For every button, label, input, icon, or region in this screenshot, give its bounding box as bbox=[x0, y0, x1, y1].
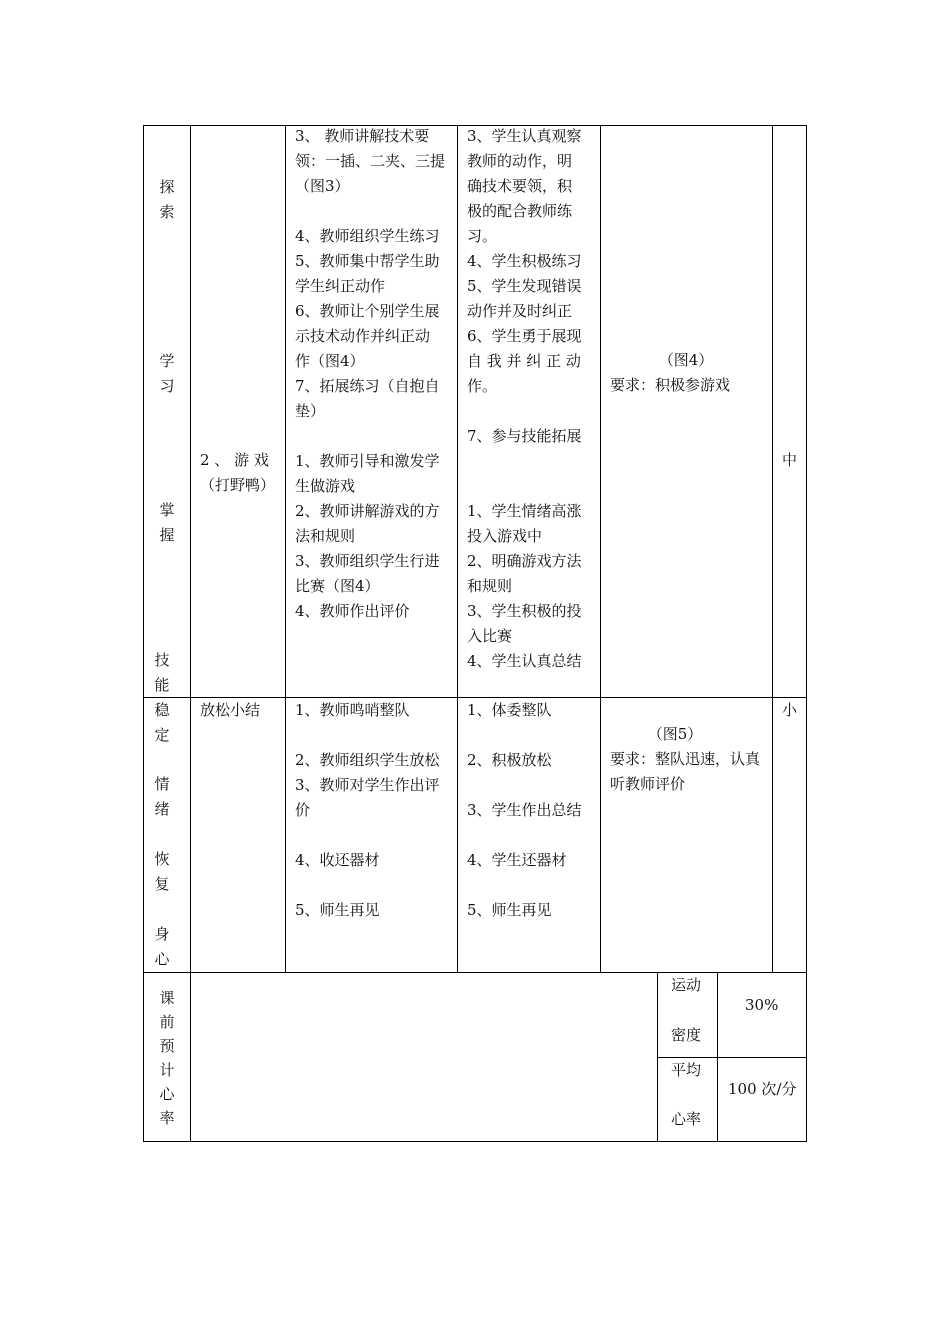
phase-char: 心 bbox=[154, 950, 170, 968]
student-line: 2、积极放松 bbox=[467, 751, 552, 769]
teacher-line bbox=[295, 873, 440, 898]
density-label: 运动 bbox=[671, 976, 702, 994]
teacher-line: 垫） bbox=[295, 402, 326, 420]
content-game-subtitle: （打野鸭） bbox=[200, 476, 276, 494]
density-value: 30% bbox=[745, 996, 779, 1014]
teacher-line: 生做游戏 bbox=[295, 477, 356, 495]
teacher-line: 领：一插、二夹、三提 bbox=[295, 152, 446, 170]
requirement-text: 要求：整队迅速，认真 bbox=[610, 750, 761, 768]
heart-rate-label-char: 心 bbox=[159, 1085, 175, 1103]
phase-char: 定 bbox=[154, 726, 170, 744]
phase-char: 掌 bbox=[159, 501, 175, 519]
student-line: 作。 bbox=[467, 377, 498, 395]
phase-char: 身 bbox=[154, 925, 170, 943]
phase-char: 绪 bbox=[154, 800, 170, 818]
teacher-line: 1、教师引导和激发学 bbox=[295, 452, 440, 470]
teacher-line: 4、教师组织学生练习 bbox=[295, 227, 440, 245]
student-line: 自 我 并 纠 正 动 bbox=[467, 352, 581, 370]
student-line bbox=[467, 873, 582, 898]
student-line bbox=[467, 399, 582, 424]
col-divider-1 bbox=[190, 125, 191, 1142]
student-line bbox=[467, 823, 582, 848]
student-line: 1、体委整队 bbox=[467, 701, 552, 719]
col-divider-6 bbox=[657, 972, 658, 1142]
student-line: 3、学生作出总结 bbox=[467, 801, 582, 819]
student-line: 7、参与技能拓展 bbox=[467, 427, 582, 445]
density-label: 密度 bbox=[671, 1026, 702, 1044]
phase-char: 习 bbox=[159, 377, 175, 395]
table-border-right bbox=[806, 125, 807, 1142]
figure-label: （图4） bbox=[658, 351, 714, 369]
teacher-line: 学生纠正动作 bbox=[295, 277, 386, 295]
col-divider-3 bbox=[457, 125, 458, 973]
teacher-line: 1、教师鸣哨整队 bbox=[295, 701, 410, 719]
content-relax: 放松小结 bbox=[200, 701, 261, 719]
student-line: 1、学生情绪高涨 bbox=[467, 502, 582, 520]
student-line: 4、学生认真总结 bbox=[467, 652, 582, 670]
avg-heart-label: 平均 bbox=[671, 1061, 702, 1079]
teacher-line: 3、 教师讲解技术要 bbox=[295, 127, 430, 145]
teacher-line: 示技术动作并纠正动 bbox=[295, 327, 431, 345]
teacher-line: 法和规则 bbox=[295, 527, 356, 545]
phase-char: 情 bbox=[154, 775, 170, 793]
avg-heart-value: 100 次/分 bbox=[728, 1080, 797, 1098]
teacher-line: 7、拓展练习（自抱自 bbox=[295, 377, 440, 395]
teacher-line: 比赛（图4） bbox=[295, 577, 380, 595]
teacher-line: 6、教师让个别学生展 bbox=[295, 302, 440, 320]
student-line: 动作并及时纠正 bbox=[467, 302, 573, 320]
student-line: 6、学生勇于展现 bbox=[467, 327, 582, 345]
student-line: 3、学生认真观察 bbox=[467, 127, 582, 145]
phase-char: 技 bbox=[154, 651, 170, 669]
teacher-line: 价 bbox=[295, 801, 311, 819]
heart-rate-label-char: 计 bbox=[159, 1061, 175, 1079]
requirement-text: 听教师评价 bbox=[610, 775, 686, 793]
teacher-line: 作（图4） bbox=[295, 352, 365, 370]
intensity-value: 小 bbox=[782, 701, 798, 719]
student-line: 习。 bbox=[467, 227, 498, 245]
teacher-line: 3、教师对学生作出评 bbox=[295, 776, 440, 794]
requirement-text: 要求：积极参游戏 bbox=[610, 376, 731, 394]
col-divider-7 bbox=[717, 972, 718, 1142]
heart-rate-label-char: 课 bbox=[159, 989, 175, 1007]
teacher-line: 2、教师讲解游戏的方 bbox=[295, 502, 440, 520]
student-line bbox=[467, 773, 582, 798]
teacher-line: 2、教师组织学生放松 bbox=[295, 751, 440, 769]
teacher-line bbox=[295, 199, 445, 224]
avg-heart-label: 心率 bbox=[671, 1110, 702, 1128]
table-border-left bbox=[143, 125, 144, 1142]
table-border-bottom bbox=[143, 1141, 807, 1142]
phase-char: 探 bbox=[159, 178, 175, 196]
student-line: 4、学生积极练习 bbox=[467, 252, 582, 270]
col-divider-4 bbox=[600, 125, 601, 973]
student-line bbox=[467, 474, 582, 499]
student-activities bbox=[467, 124, 582, 674]
teacher-line bbox=[295, 424, 445, 449]
teacher-line: 5、师生再见 bbox=[295, 901, 380, 919]
student-line: 4、学生还器材 bbox=[467, 851, 567, 869]
phase-char: 复 bbox=[154, 875, 170, 893]
phase-char: 恢 bbox=[154, 850, 170, 868]
teacher-line: （图3） bbox=[295, 177, 350, 195]
teacher-activities bbox=[295, 124, 445, 624]
student-line: 5、师生再见 bbox=[467, 901, 552, 919]
col-divider-2 bbox=[285, 125, 286, 973]
teacher-line: 5、教师集中帮学生助 bbox=[295, 252, 440, 270]
phase-char: 索 bbox=[159, 203, 175, 221]
student-line: 教师的动作，明 bbox=[467, 152, 573, 170]
teacher-activities-2 bbox=[295, 698, 440, 923]
content-game-title: 2 、 游 戏 bbox=[200, 451, 269, 469]
intensity-value: 中 bbox=[782, 451, 798, 469]
heart-rate-label-char: 预 bbox=[159, 1037, 175, 1055]
heart-rate-label-char: 率 bbox=[159, 1109, 175, 1127]
student-line: 2、明确游戏方法 bbox=[467, 552, 582, 570]
teacher-line: 3、教师组织学生行进 bbox=[295, 552, 440, 570]
student-line: 入比赛 bbox=[467, 627, 513, 645]
col-divider-5 bbox=[772, 125, 773, 973]
phase-char: 稳 bbox=[154, 701, 170, 719]
student-line: 投入游戏中 bbox=[467, 527, 543, 545]
student-activities-2 bbox=[467, 698, 582, 923]
heart-rate-label-char: 前 bbox=[159, 1013, 175, 1031]
student-line: 和规则 bbox=[467, 577, 513, 595]
student-line: 确技术要领，积 bbox=[467, 177, 573, 195]
student-line bbox=[467, 449, 582, 474]
figure-label: （图5） bbox=[647, 725, 703, 743]
teacher-line bbox=[295, 723, 440, 748]
phase-char: 学 bbox=[159, 352, 175, 370]
phase-char: 握 bbox=[159, 526, 175, 544]
student-line: 5、学生发现错误 bbox=[467, 277, 582, 295]
student-line: 极的配合教师练 bbox=[467, 202, 573, 220]
row-divider-2 bbox=[143, 972, 807, 973]
phase-char: 能 bbox=[154, 676, 170, 694]
teacher-line: 4、收还器材 bbox=[295, 851, 380, 869]
teacher-line: 4、教师作出评价 bbox=[295, 602, 410, 620]
student-line bbox=[467, 723, 582, 748]
student-line: 3、学生积极的投 bbox=[467, 602, 582, 620]
teacher-line bbox=[295, 823, 440, 848]
